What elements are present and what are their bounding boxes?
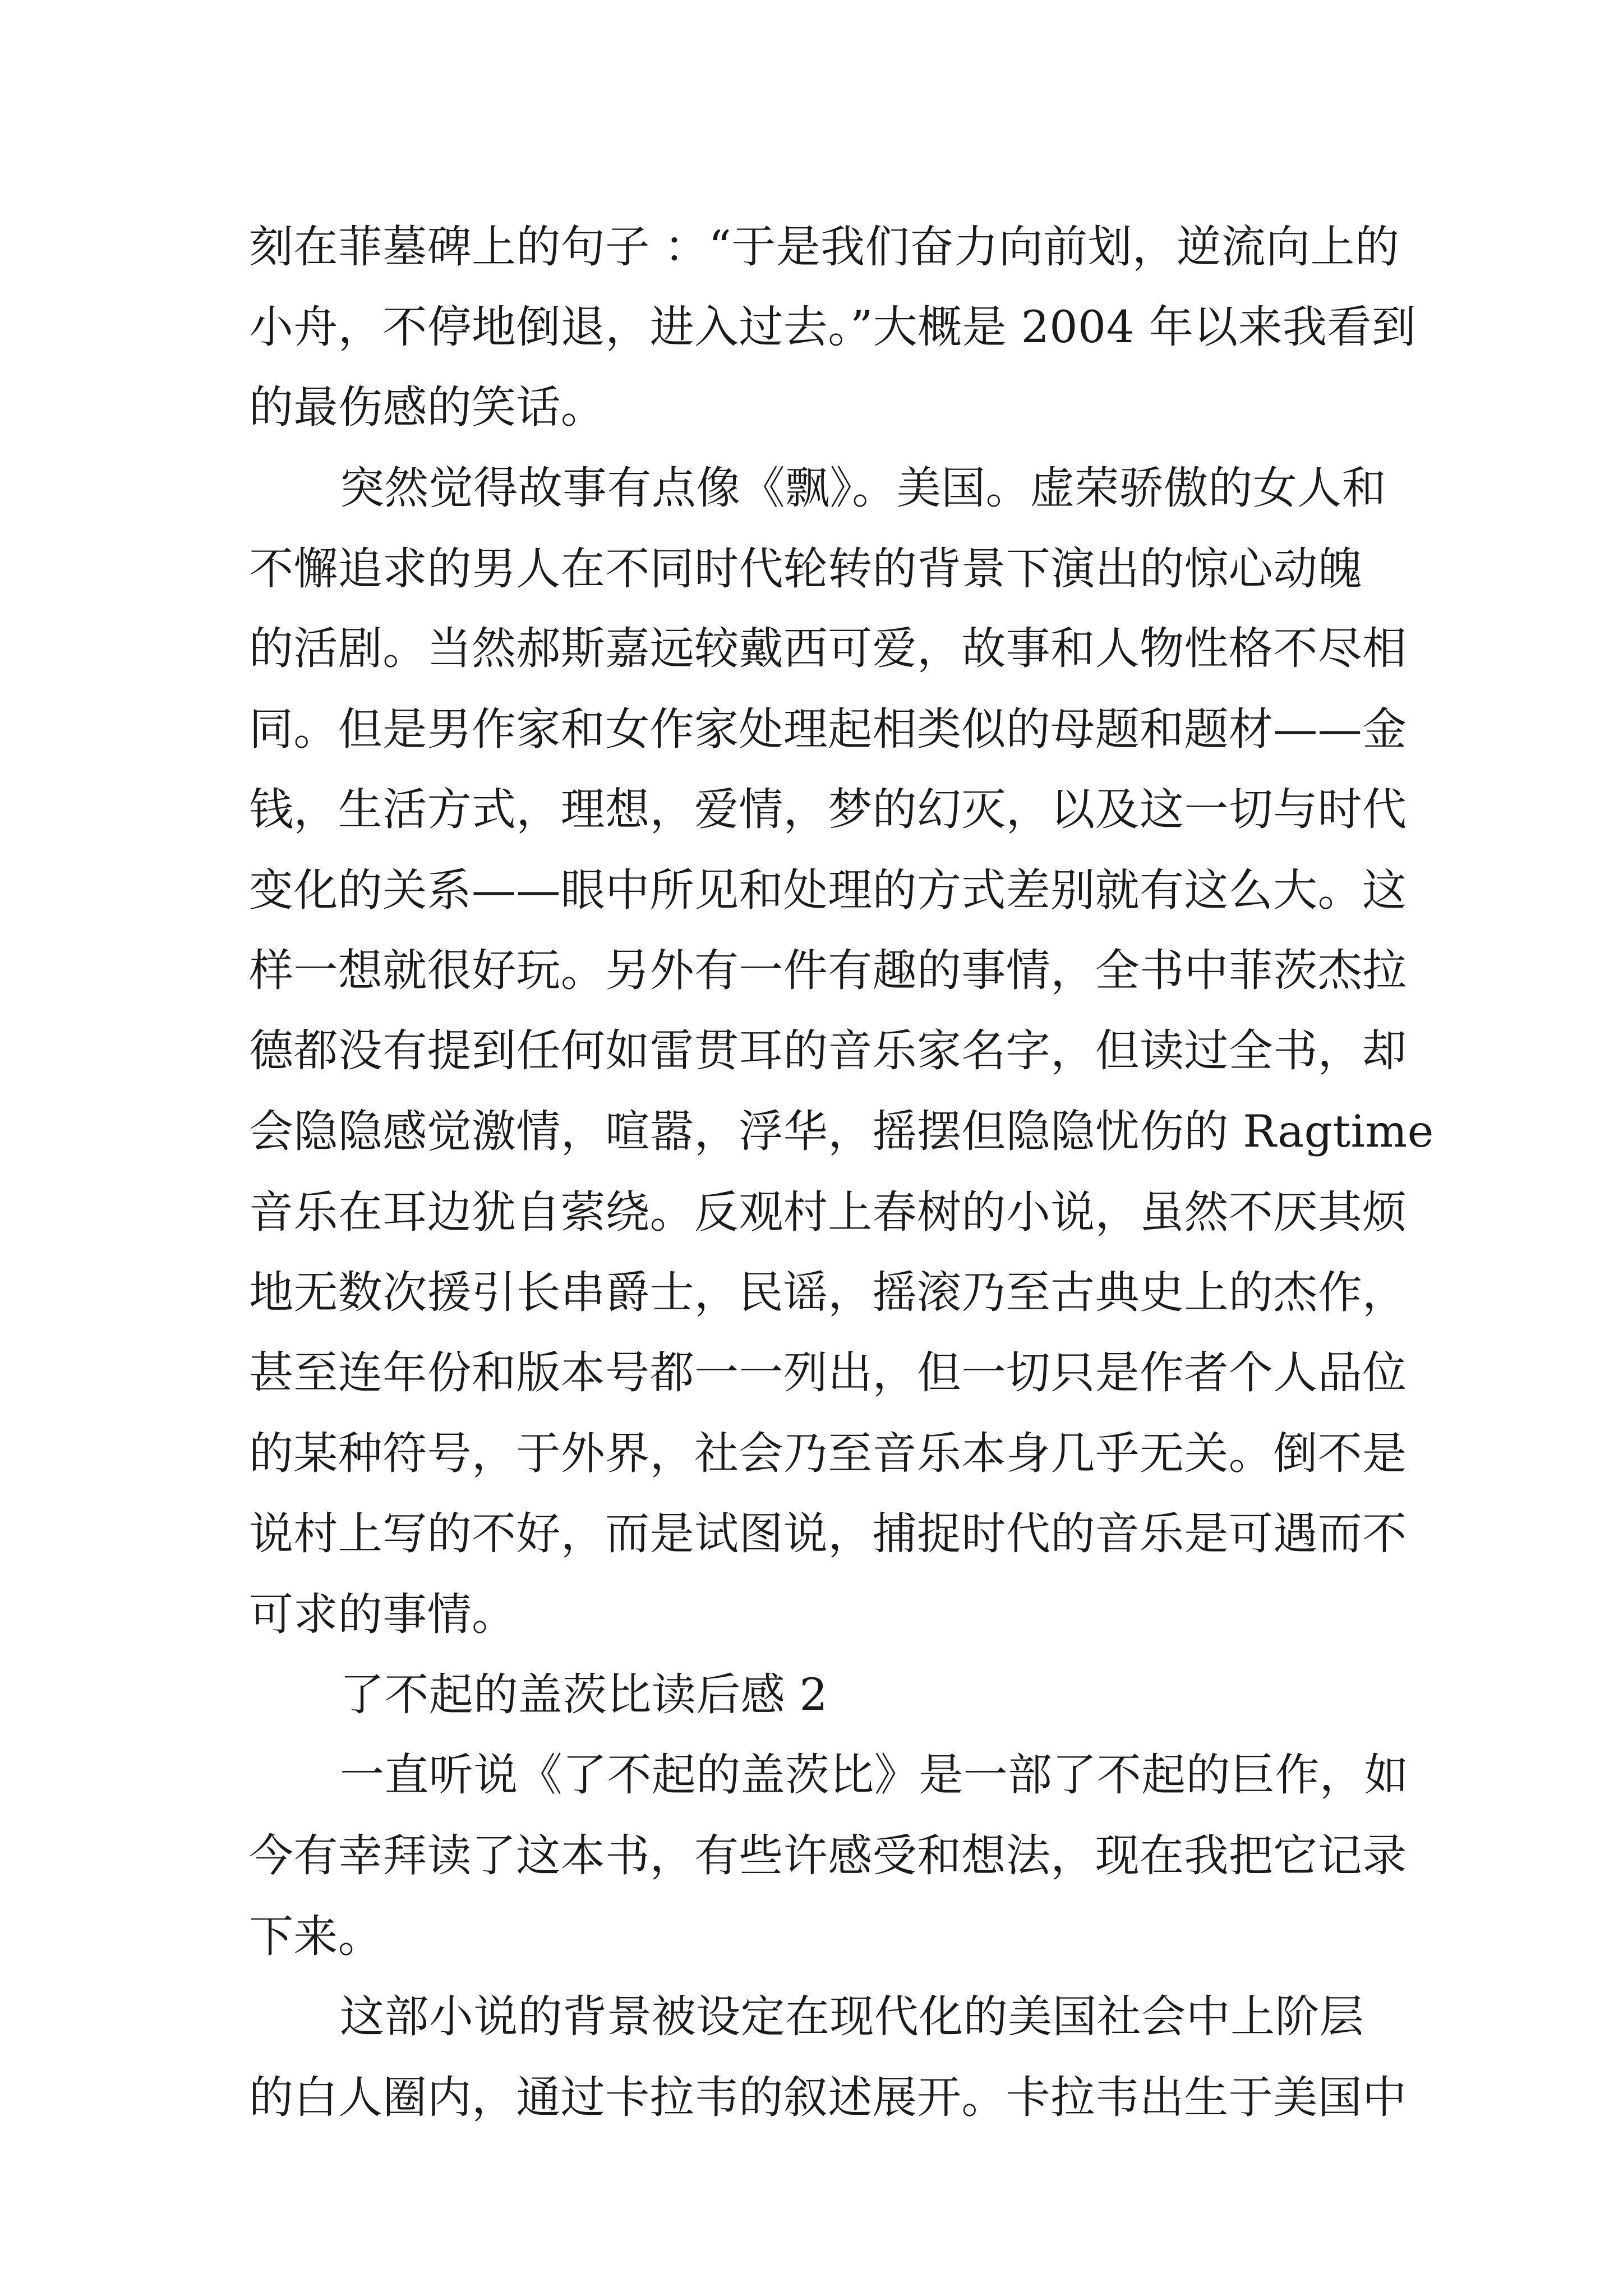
text-line: 钱，生活方式，理想，爱情，梦的幻灭，以及这一切与时代	[249, 784, 1407, 835]
text-line: 同。但是男作家和女作家处理起相类似的母题和题材——金	[249, 703, 1407, 755]
text-line: 小舟，不停地倒退，进入过去。”大概是 2004 年以来我看到	[249, 301, 1417, 353]
text-line: 会隐隐感觉激情，喧嚣，浮华，摇摆但隐隐忧伤的 Ragtime	[249, 1106, 1434, 1157]
text-line: 的某种符号，于外界，社会乃至音乐本身几乎无关。倒不是	[249, 1428, 1407, 1479]
text-line: 甚至连年份和版本号都一一列出，但一切只是作者个人品位	[249, 1347, 1407, 1398]
text-line: 德都没有提到任何如雷贯耳的音乐家名字，但读过全书，却	[249, 1025, 1407, 1076]
text-line: 突然觉得故事有点像《飘》。美国。虚荣骄傲的女人和	[340, 462, 1387, 514]
text-line: 今有幸拜读了这本书，有些许感受和想法，现在我把它记录	[249, 1830, 1407, 1881]
text-line: 这部小说的背景被设定在现代化的美国社会中上阶层	[340, 1991, 1364, 2042]
text-line: 的白人圈内，通过卡拉韦的叙述展开。卡拉韦出生于美国中	[249, 2072, 1407, 2123]
text-line: 音乐在耳边犹自萦绕。反观村上春树的小说，虽然不厌其烦	[249, 1186, 1407, 1238]
text-line: 地无数次援引长串爵士，民谣，摇滚乃至古典史上的杰作，	[249, 1267, 1407, 1318]
text-line: 可求的事情。	[249, 1589, 517, 1640]
text-line: 不懈追求的男人在不同时代轮转的背景下演出的惊心动魄	[249, 543, 1362, 595]
text-line: 说村上写的不好，而是试图说，捕捉时代的音乐是可遇而不	[249, 1508, 1407, 1559]
text-line: 样一想就很好玩。另外有一件有趣的事情，全书中菲茨杰拉	[249, 945, 1407, 996]
text-line: 的最伤感的笑话。	[249, 381, 606, 433]
text-line: 的活剧。当然郝斯嘉远较戴西可爱，故事和人物性格不尽相	[249, 623, 1407, 674]
text-line: 变化的关系——眼中所见和处理的方式差别就有这么大。这	[249, 864, 1407, 916]
text-line: 一直听说《了不起的盖茨比》是一部了不起的巨作，如	[340, 1749, 1409, 1801]
text-line: 刻在菲墓碑上的句子 ：“于是我们奋力向前划，逆流向上的	[249, 221, 1400, 273]
text-line: 了不起的盖茨比读后感 2	[340, 1669, 828, 1720]
text-line: 下来。	[249, 1911, 383, 1962]
